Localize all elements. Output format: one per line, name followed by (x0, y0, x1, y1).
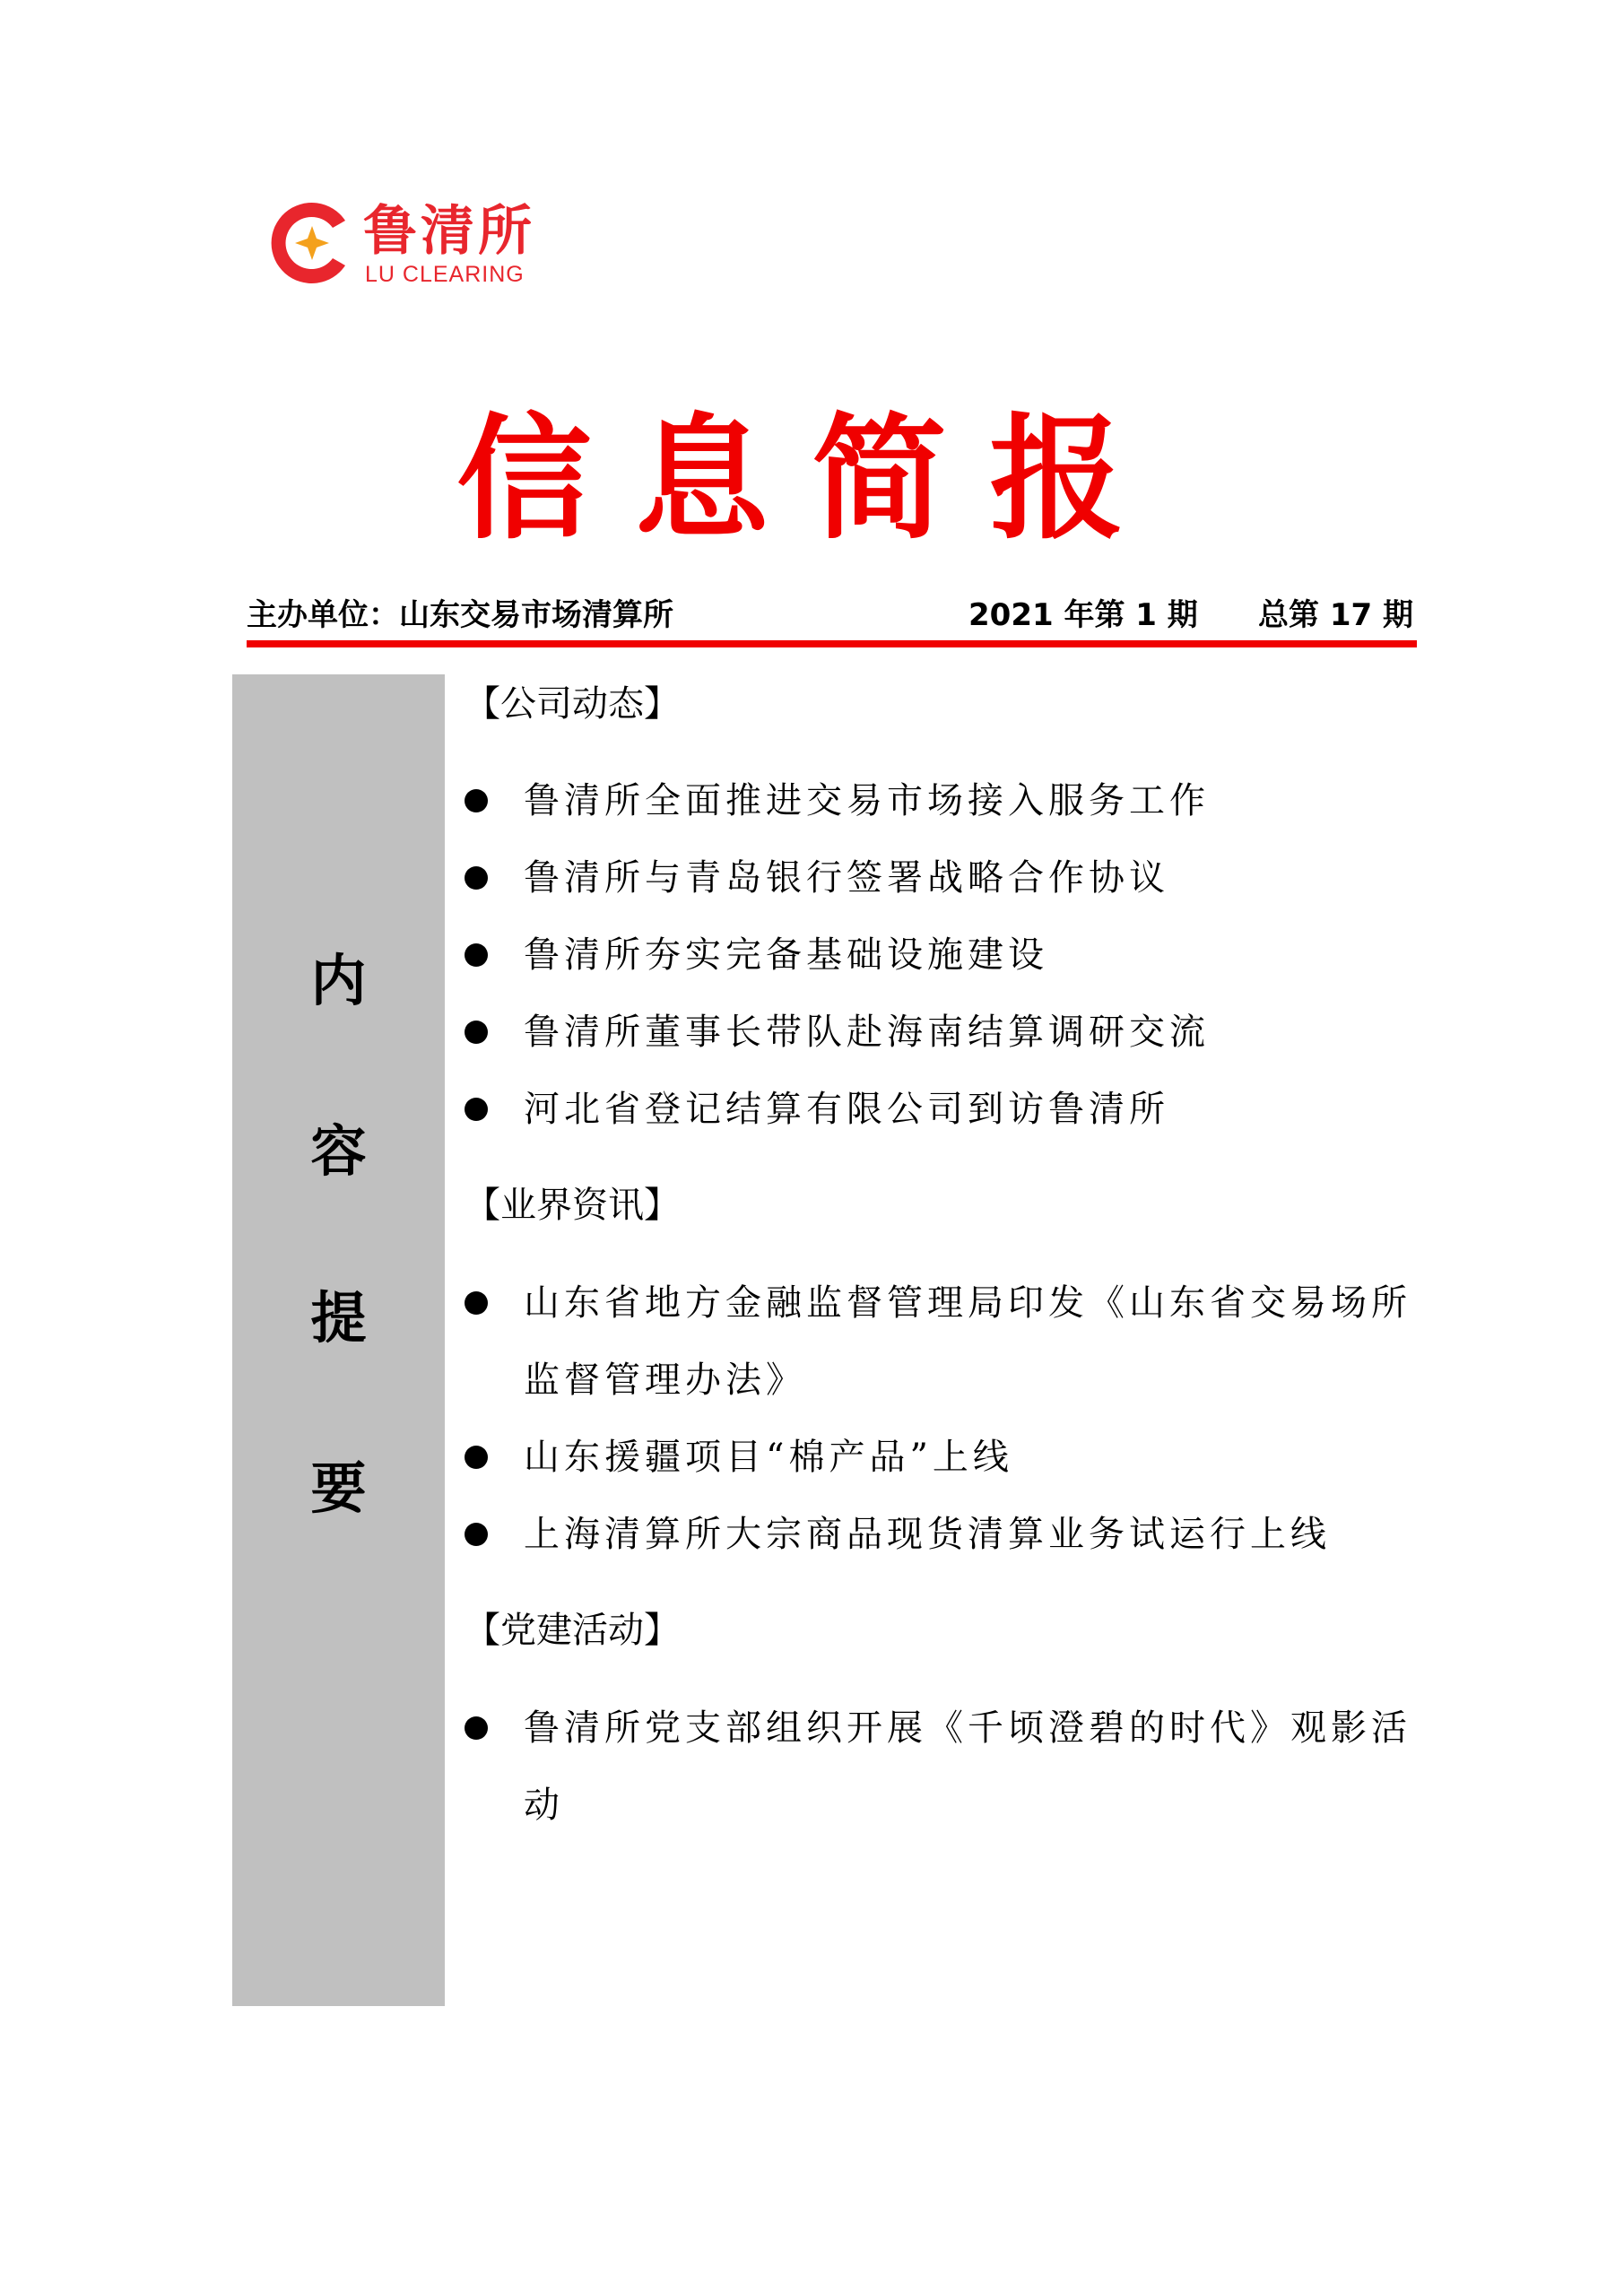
total-issue-number: 总第 17 期 (1258, 597, 1413, 633)
bullet-icon (465, 943, 488, 967)
list-item-text: 河北省登记结算有限公司到访鲁清所 (524, 1089, 1169, 1130)
toc-title-char: 提 (310, 1285, 367, 1351)
list-item-text: 鲁清所与青岛银行签署战略合作协议 (524, 857, 1169, 899)
list-item-text: 鲁清所党支部组织开展《千顷澄碧的时代》观影活动 (524, 1707, 1411, 1826)
logo-name-cn: 鲁清所 (363, 200, 535, 263)
bullet-icon (465, 1523, 488, 1546)
issue-info-bar (247, 594, 1417, 637)
bullet-icon (465, 1098, 488, 1121)
section-heading-industry-news: 【业界资讯】 (465, 1185, 680, 1226)
lu-clearing-logo-mark-icon (263, 194, 361, 292)
toc-title-char: 要 (310, 1455, 367, 1521)
red-divider (247, 640, 1417, 647)
bullet-icon (465, 1716, 488, 1740)
section-heading-party-activities: 【党建活动】 (465, 1610, 680, 1651)
bullet-icon (465, 1021, 488, 1044)
list-item-text: 上海清算所大宗商品现货清算业务试运行上线 (524, 1514, 1331, 1555)
bullet-icon (465, 789, 488, 812)
bullet-icon (465, 866, 488, 890)
lu-clearing-logo (263, 188, 535, 296)
logo-name-en: LU CLEARING (365, 262, 525, 287)
bullet-icon (465, 1291, 488, 1315)
list-item-text: 鲁清所夯实完备基础设施建设 (524, 934, 1048, 976)
list-item-text: 鲁清所全面推进交易市场接入服务工作 (524, 780, 1210, 821)
list-item-text: 山东援疆项目“棉产品”上线 (524, 1437, 1013, 1478)
bullet-icon (465, 1446, 488, 1469)
list-item-text: 鲁清所董事长带队赴海南结算调研交流 (524, 1012, 1210, 1053)
toc-sidebar (232, 674, 445, 2006)
newsletter-title: 信息简报 (456, 402, 1168, 558)
toc-title-char: 容 (310, 1118, 367, 1184)
issue-number: 2021 年第 1 期 (968, 597, 1198, 633)
list-item-text: 山东省地方金融监督管理局印发《山东省交易场所监督管理办法》 (524, 1282, 1411, 1401)
toc-title-char: 内 (310, 948, 367, 1013)
section-heading-company-news: 【公司动态】 (465, 683, 680, 725)
publisher-label: 主办单位：山东交易市场清算所 (247, 597, 673, 633)
